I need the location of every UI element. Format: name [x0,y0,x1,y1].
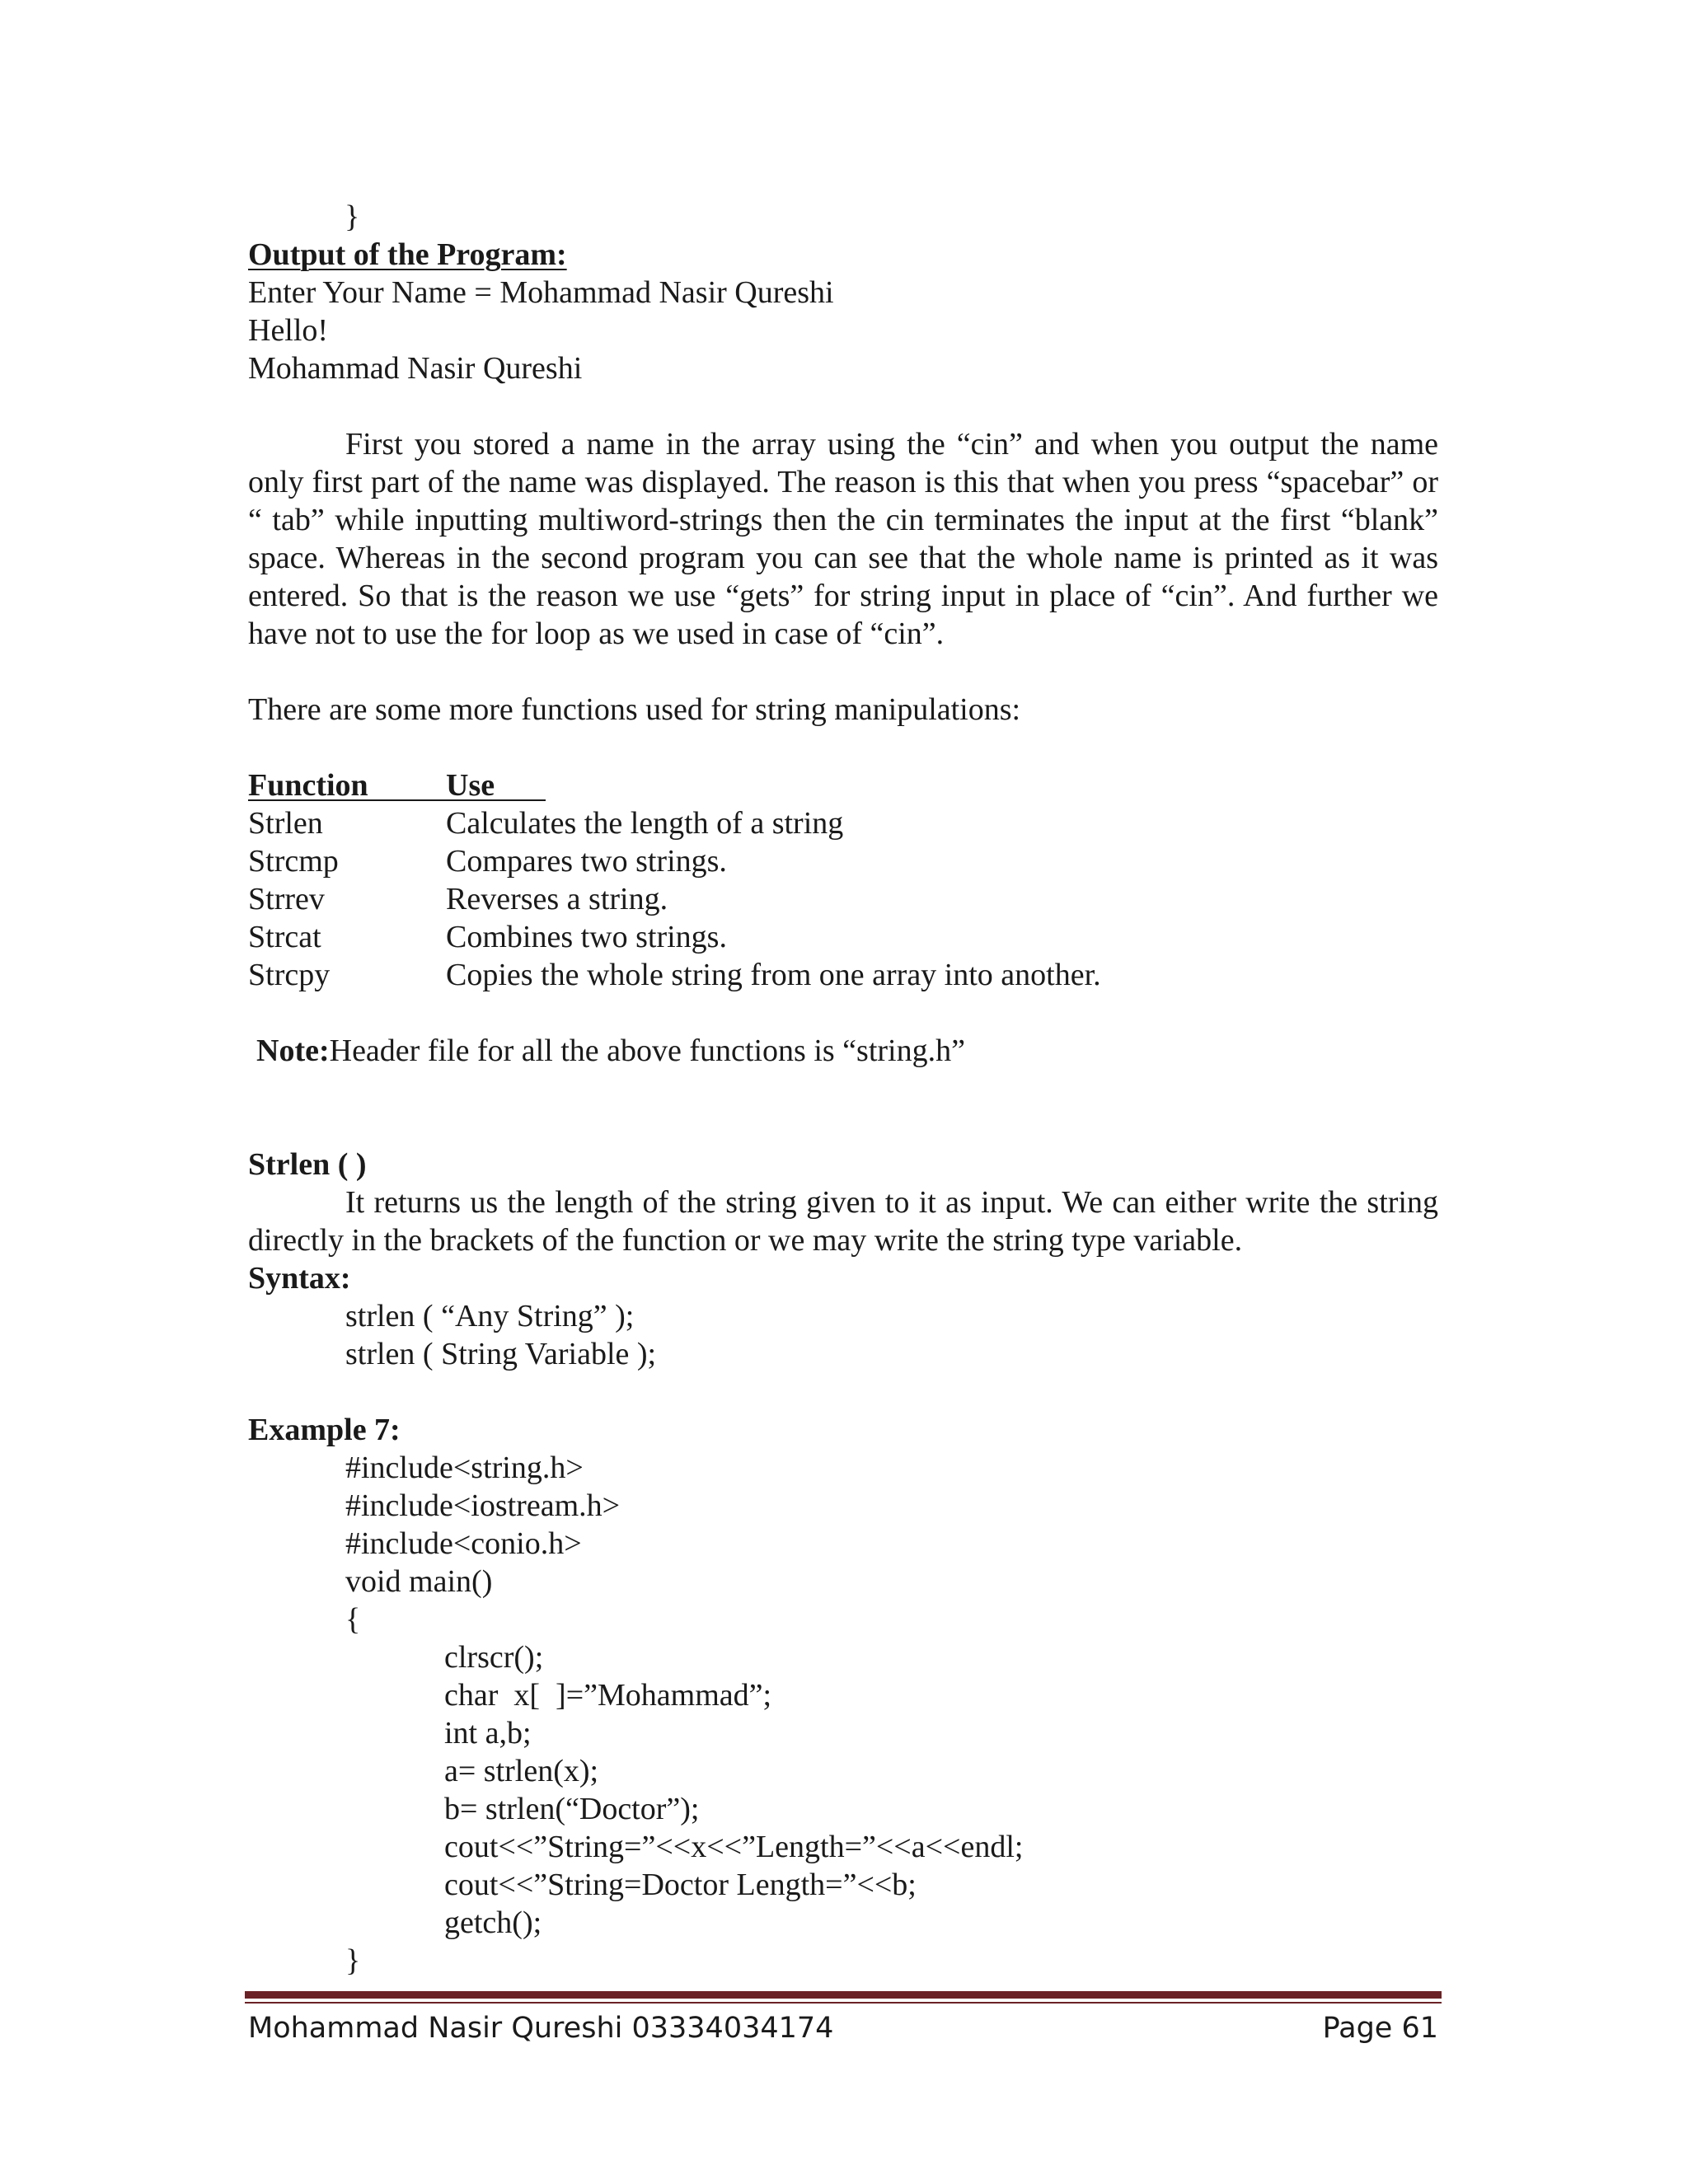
function-name: Strrev [248,882,325,916]
table-row [248,956,1438,994]
function-name: Strcpy [248,958,331,992]
table-row [248,918,1438,956]
code-line: #include<iostream.h> [345,1488,621,1523]
function-use: Combines two strings. [446,920,727,954]
code-line: cout<<”String=Doctor Length=”<<b; [444,1868,917,1902]
output-heading: Output of the Program: [248,237,567,272]
function-use: Calculates the length of a string [446,806,844,841]
table-row [248,804,1438,842]
strlen-paragraph: It returns us the length of the string given to it as input. We can either write the string directly in the brackets of the function or we may write the string type variable. [248,1185,1438,1258]
note-text: Header file for all the above functions is “string.h” [329,1033,965,1068]
strlen-heading: Strlen ( ) [248,1147,367,1182]
code-line: #include<string.h> [345,1451,584,1485]
code-line: int a,b; [444,1716,532,1750]
output-line: Enter Your Name = Mohammad Nasir Qureshi [248,275,834,310]
header-function: Function [248,768,368,803]
note-label: Note: [256,1033,330,1068]
function-name: Strlen [248,806,323,841]
output-line: Mohammad Nasir Qureshi [248,351,583,386]
code-line: } [345,1943,361,1978]
code-line: cout<<”String=”<<x<<”Length=”<<a<<endl; [444,1830,1024,1864]
code-line: a= strlen(x); [444,1754,599,1788]
note [256,1032,965,1070]
closing-brace: } [345,199,360,234]
function-table-header [248,766,1438,804]
footer-page-number: Page 61 [1322,2012,1438,2045]
explanation-paragraph: First you stored a name in the array using the “cin” and when you output the name only first part of the name was displayed. The reason is this that when you press “spacebar” or “ tab” while inputting multiword-strings then the cin terminates the input at the first “blank” space. Whereas in the second program you can see that the whole name is printed as it was entered. So that is the reason we use “gets” for string input in place of “cin”. And further we have not to use the for loop as we used in case of “cin”. [248,427,1438,651]
function-name: Strcat [248,920,321,954]
code-line: #include<conio.h> [345,1526,582,1561]
header-use: Use [446,768,495,803]
output-line: Hello! [248,313,329,348]
functions-intro: There are some more functions used for string manipulations: [248,692,1021,727]
function-use: Compares two strings. [446,844,727,879]
code-line: { [345,1602,361,1637]
syntax-heading: Syntax: [248,1261,351,1296]
table-row [248,842,1438,880]
syntax-line: strlen ( “Any String” ); [345,1299,635,1333]
code-line: char x[ ]=”Mohammad”; [444,1678,772,1713]
footer-rule [245,1991,1442,1999]
table-row [248,880,1438,918]
code-line: getch(); [444,1905,542,1940]
code-line: clrscr(); [444,1640,544,1675]
code-line: void main() [345,1564,493,1599]
code-line: b= strlen(“Doctor”); [444,1792,700,1826]
function-use: Copies the whole string from one array into another. [446,958,1101,992]
footer-rule-thin [245,2002,1442,2004]
example-heading: Example 7: [248,1413,401,1447]
function-name: Strcmp [248,844,339,879]
function-use: Reverses a string. [446,882,668,916]
syntax-line: strlen ( String Variable ); [345,1337,657,1371]
footer-author: Mohammad Nasir Qureshi 03334034174 [248,2012,834,2045]
